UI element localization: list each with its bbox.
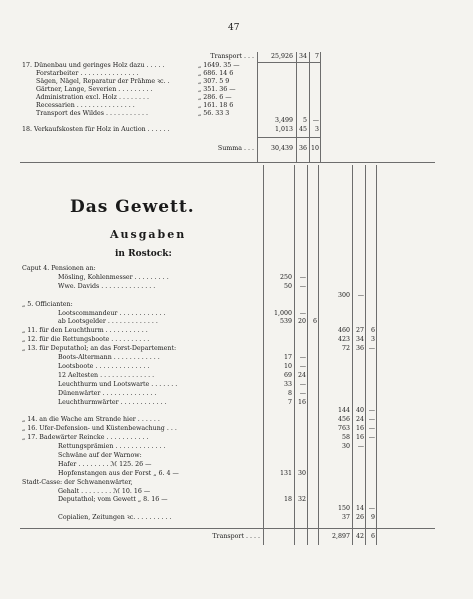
entry-label: „ 16. Ufer-Defension- und Küstenbewachung . . . <box>22 425 177 433</box>
rule-bot-7 <box>376 165 377 545</box>
top-row-amount: „ 307. 5 9 <box>198 78 230 85</box>
rule-bot-3 <box>307 165 308 545</box>
row17-total: 3,499 <box>274 117 293 124</box>
rule-before-summa <box>257 137 321 138</box>
entry-label: Hopfenstangen aus der Forst „ 6. 4 — <box>58 469 179 477</box>
row18-pf: 3 <box>314 126 319 133</box>
section-place: in Rostock: <box>115 249 172 259</box>
entry-cell-a: 18 <box>283 496 292 504</box>
entry-cell-b: 16 <box>297 398 306 406</box>
entry-cell-a: 17 <box>283 354 292 361</box>
top-transport-total: 25,926 <box>270 53 293 60</box>
entry-cell-e: 27 <box>355 327 364 335</box>
entry-label: Dünenwärter . . . . . . . . . . . . . . <box>58 389 157 397</box>
rule-top-4 <box>320 52 321 162</box>
entry-cell-a: 8 <box>287 389 292 397</box>
entry-cell-b: — <box>299 354 306 361</box>
entry-cell-c: 6 <box>312 318 317 326</box>
entry-cell-d: 763 <box>337 425 350 433</box>
entry-label: „ 14. an die Wache am Strande hier . . . . . . <box>22 416 160 424</box>
entry-cell-d: 30 <box>341 443 350 450</box>
entry-cell-d: 456 <box>337 416 350 424</box>
entry-cell-e: 24 <box>355 416 364 424</box>
entry-cell-b: 30 <box>297 469 306 477</box>
entry-cell-a: 539 <box>279 318 292 326</box>
entry-label: Gehalt . . . . . . . . ℳ 10. 16 — <box>58 487 151 495</box>
entry-label: Lootsboote . . . . . . . . . . . . . . <box>58 362 150 370</box>
top-row-amount: „ 1649. 35 — <box>198 62 240 69</box>
entry-cell-d: 58 <box>341 434 350 442</box>
entry-label: Hafer . . . . . . . . ℳ 125. 26 — <box>58 460 152 468</box>
top-row-label: 17. Dünenbau und geringes Holz dazu . . . . . <box>22 62 165 69</box>
section-title: Das Gewett. <box>70 197 195 217</box>
entry-cell-b: 32 <box>297 496 306 504</box>
top-transport-pf: 7 <box>314 53 319 60</box>
entry-cell-e: 26 <box>355 514 364 522</box>
entry-label: „ 12. für die Rettungsboote . . . . . . . . . . <box>22 336 150 344</box>
entry-cell-d: 144 <box>337 407 350 415</box>
entry-label: „ 13. für Deputathol; an das Forst-Departement: <box>22 345 177 353</box>
entry-label: 12 Aeltesten . . . . . . . . . . . . . . <box>58 371 155 379</box>
top-row-label: Sägen, Nägel, Reparatur der Prähme ꝛc. . <box>36 78 170 85</box>
rule-section-divider <box>20 162 435 163</box>
entry-cell-a: 250 <box>279 273 292 281</box>
entry-cell-b: — <box>299 273 306 281</box>
summa-sh: 36 <box>298 145 307 152</box>
footer-sh: 42 <box>355 533 364 540</box>
top-row-amount: „ 286. 6 — <box>198 94 232 101</box>
summa-pf: 10 <box>310 145 319 152</box>
entry-label: Copialien, Zeitungen ꝛc. . . . . . . . . . <box>58 514 172 522</box>
entry-cell-a: 50 <box>283 282 292 290</box>
entry-label: Rettungsprämien . . . . . . . . . . . . . <box>58 443 166 450</box>
entry-cell-b: — <box>299 362 306 370</box>
entry-cell-a: 131 <box>279 469 292 477</box>
top-row-amount: „ 161. 18 6 <box>198 102 234 109</box>
entry-cell-e: 34 <box>355 336 364 344</box>
top-row-label: Forstarbeiter . . . . . . . . . . . . . . . <box>36 70 139 77</box>
entry-cell-e: 16 <box>355 434 364 442</box>
entry-cell-a: 69 <box>283 371 292 379</box>
entry-label: „ 17. Badewärter Reincke . . . . . . . . . . . <box>22 434 149 442</box>
entry-cell-e: 36 <box>355 345 364 353</box>
entry-cell-b: — <box>299 380 306 388</box>
entry-label: Wwe. Davids . . . . . . . . . . . . . . <box>58 282 156 290</box>
entry-cell-d: 300 <box>337 291 350 299</box>
entry-cell-d: 150 <box>337 505 350 513</box>
row18-sh: 45 <box>298 126 307 133</box>
entry-cell-d: 37 <box>341 514 350 522</box>
entry-label: Boots-Altermann . . . . . . . . . . . . <box>58 354 160 361</box>
entry-label: Stadt-Casse: der Schwanenwärter, <box>22 478 133 486</box>
entry-cell-e: — <box>357 291 364 299</box>
top-row-label: Recessarien . . . . . . . . . . . . . . . <box>36 102 135 109</box>
rule-transport <box>257 62 321 63</box>
entry-cell-b: 24 <box>297 371 306 379</box>
row18-total: 1,013 <box>274 126 293 133</box>
entry-label: Mösling, Kohlenmesser . . . . . . . . . <box>58 273 169 281</box>
page-number: 47 <box>228 23 240 33</box>
entry-label: Schwäne auf der Warnow: <box>58 451 142 459</box>
top-row-label: Transport des Wildes . . . . . . . . . . . <box>36 110 149 117</box>
entry-cell-e: 40 <box>355 407 364 415</box>
rule-before-footer <box>20 528 435 529</box>
rule-bot-4 <box>318 165 319 545</box>
entry-cell-b: — <box>299 309 306 317</box>
entry-label: „ 11. für den Leuchthurm . . . . . . . . . . . <box>22 327 148 335</box>
entry-cell-b: 20 <box>297 318 306 326</box>
entry-label: Lootscommandeur . . . . . . . . . . . . <box>58 309 166 317</box>
top-row-amount: „ 351. 36 — <box>198 86 236 93</box>
row18-label: 18. Verkaufskosten für Holz in Auction . . . . . . <box>22 126 170 133</box>
entry-cell-f: — <box>368 416 375 424</box>
entry-cell-d: 423 <box>337 336 350 344</box>
entry-cell-f: — <box>368 505 375 513</box>
entry-cell-a: 10 <box>283 362 292 370</box>
rule-bot-6 <box>365 165 366 545</box>
entry-cell-f: 6 <box>370 327 375 335</box>
row17-sh: 5 <box>302 117 307 124</box>
entry-label: „ 5. Officianten: <box>22 300 73 308</box>
entry-cell-f: — <box>368 345 375 353</box>
top-row-amount: „ 56. 33 3 <box>198 110 230 117</box>
entry-cell-e: 14 <box>355 505 364 513</box>
entry-label: Caput 4. Pensionen an: <box>22 265 96 272</box>
top-row-amount: „ 686. 14 6 <box>198 70 234 77</box>
footer-label: Transport . . . . <box>212 533 260 540</box>
top-transport-sh: 34 <box>298 53 307 60</box>
entry-cell-d: 460 <box>337 327 350 335</box>
summa-total: 30,439 <box>270 145 293 152</box>
top-row-label: Gärtner, Lange, Severien . . . . . . . . . <box>36 86 153 93</box>
rule-bot-5 <box>352 165 353 545</box>
entry-label: Deputathol; vom Gewett „ 8. 16 — <box>58 496 168 504</box>
section-subtitle: Ausgaben <box>110 228 187 241</box>
row17-pf: — <box>312 117 319 124</box>
rule-bot-1 <box>263 165 264 545</box>
entry-cell-a: 33 <box>283 380 292 388</box>
entry-cell-f: 9 <box>370 514 375 522</box>
entry-cell-f: — <box>368 407 375 415</box>
entry-cell-b: — <box>299 282 306 290</box>
entry-cell-d: 72 <box>341 345 350 353</box>
footer-pf: 6 <box>370 533 375 540</box>
top-transport-label: Transport . . . <box>210 53 254 60</box>
entry-cell-f: — <box>368 425 375 433</box>
footer-total: 2,897 <box>331 533 350 540</box>
entry-label: Leuchthurmwärter . . . . . . . . . . . . <box>58 398 167 406</box>
entry-cell-a: 1,000 <box>273 309 292 317</box>
entry-cell-f: 3 <box>370 336 375 344</box>
entry-cell-f: — <box>368 434 375 442</box>
summa-label: Summa . . . <box>217 145 254 152</box>
entry-label: Leuchthurm und Lootswarte . . . . . . . <box>58 380 178 388</box>
entry-label: ab Lootsgelder . . . . . . . . . . . . . <box>58 318 158 326</box>
top-row-label: Administration excl. Holz . . . . . . . . <box>36 94 150 101</box>
rule-top-1 <box>257 52 258 162</box>
entry-cell-b: — <box>299 389 306 397</box>
entry-cell-e: 16 <box>355 425 364 433</box>
entry-cell-e: — <box>357 443 364 450</box>
entry-cell-a: 7 <box>287 398 292 406</box>
